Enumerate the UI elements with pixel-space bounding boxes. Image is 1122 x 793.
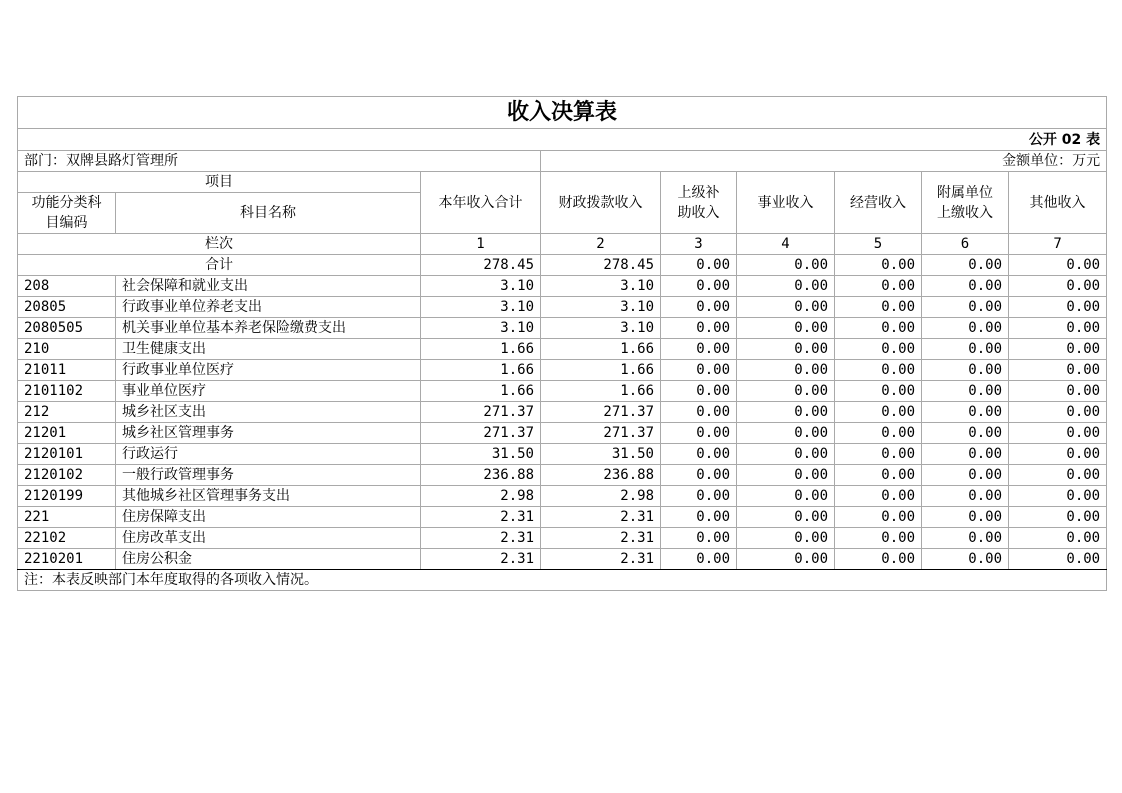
amount-cell: 0.00: [1009, 444, 1107, 465]
amount-cell: 0.00: [661, 360, 737, 381]
amount-cell: 31.50: [421, 444, 541, 465]
amount-cell: 2.98: [421, 486, 541, 507]
amount-cell: 0.00: [922, 297, 1009, 318]
header-fiscal: 财政拨款收入: [541, 172, 661, 234]
total-label: 合计: [18, 255, 421, 276]
amount-cell: 0.00: [737, 507, 835, 528]
table-row: [18, 276, 1107, 297]
amount-cell: 0.00: [737, 276, 835, 297]
table-row: [18, 402, 1107, 423]
amount-cell: 2.31: [421, 507, 541, 528]
amount-cell: 0.00: [737, 528, 835, 549]
column-index-6: 6: [922, 234, 1009, 255]
amount-cell: 0.00: [835, 318, 922, 339]
subject-code: 212: [18, 402, 116, 423]
table-row: [18, 297, 1107, 318]
amount-cell: 0.00: [1009, 486, 1107, 507]
subject-name: 其他城乡社区管理事务支出: [116, 486, 421, 507]
amount-cell: 0.00: [737, 402, 835, 423]
table-number: 公开 02 表: [18, 129, 1107, 151]
subject-name: 城乡社区管理事务: [116, 423, 421, 444]
amount-cell: 2.31: [421, 528, 541, 549]
subject-name: 一般行政管理事务: [116, 465, 421, 486]
total-cell: 0.00: [661, 255, 737, 276]
subject-name: 卫生健康支出: [116, 339, 421, 360]
amount-cell: 0.00: [661, 549, 737, 570]
column-index-label: 栏次: [18, 234, 421, 255]
table-row: [18, 549, 1107, 570]
table-row: [18, 360, 1107, 381]
amount-cell: 0.00: [835, 360, 922, 381]
subject-code: 2210201: [18, 549, 116, 570]
amount-cell: 0.00: [1009, 381, 1107, 402]
table-row: [18, 507, 1107, 528]
amount-cell: 2.98: [541, 486, 661, 507]
amount-cell: 0.00: [835, 339, 922, 360]
header-business: 事业收入: [737, 172, 835, 234]
amount-cell: 3.10: [421, 276, 541, 297]
amount-cell: 1.66: [541, 339, 661, 360]
amount-cell: 1.66: [421, 360, 541, 381]
amount-cell: 3.10: [541, 297, 661, 318]
amount-cell: 236.88: [541, 465, 661, 486]
amount-cell: 0.00: [737, 318, 835, 339]
amount-cell: 2.31: [541, 507, 661, 528]
amount-cell: 0.00: [1009, 318, 1107, 339]
subject-name: 行政运行: [116, 444, 421, 465]
amount-cell: 3.10: [541, 276, 661, 297]
amount-cell: 0.00: [922, 360, 1009, 381]
amount-cell: 0.00: [922, 339, 1009, 360]
header-subject-name: 科目名称: [116, 193, 421, 234]
amount-cell: 0.00: [835, 423, 922, 444]
table-note: 注：本表反映部门本年度取得的各项收入情况。: [18, 570, 1107, 591]
amount-cell: 0.00: [835, 486, 922, 507]
amount-cell: 0.00: [1009, 528, 1107, 549]
header-operating: 经营收入: [835, 172, 922, 234]
amount-cell: 271.37: [541, 423, 661, 444]
amount-cell: 0.00: [737, 444, 835, 465]
amount-cell: 271.37: [541, 402, 661, 423]
amount-cell: 0.00: [835, 402, 922, 423]
amount-cell: 0.00: [661, 465, 737, 486]
amount-cell: 0.00: [1009, 276, 1107, 297]
header-upper-subsidy: 上级补助收入: [661, 172, 737, 234]
subject-name: 机关事业单位基本养老保险缴费支出: [116, 318, 421, 339]
subject-name: 住房公积金: [116, 549, 421, 570]
subject-code: 2120199: [18, 486, 116, 507]
amount-cell: 0.00: [737, 339, 835, 360]
amount-cell: 0.00: [922, 423, 1009, 444]
amount-cell: 0.00: [1009, 402, 1107, 423]
table-row: [18, 444, 1107, 465]
amount-cell: 0.00: [922, 507, 1009, 528]
column-index-2: 2: [541, 234, 661, 255]
amount-cell: 0.00: [835, 549, 922, 570]
amount-cell: 0.00: [661, 318, 737, 339]
department-label: 部门：双牌县路灯管理所: [18, 151, 541, 172]
income-settlement-sheet: [17, 96, 1106, 591]
page-title: 收入决算表: [18, 97, 1107, 129]
subject-name: 住房改革支出: [116, 528, 421, 549]
amount-cell: 0.00: [737, 360, 835, 381]
subject-code: 2120101: [18, 444, 116, 465]
amount-cell: 1.66: [421, 381, 541, 402]
header-other: 其他收入: [1009, 172, 1107, 234]
amount-cell: 0.00: [737, 381, 835, 402]
amount-cell: 0.00: [1009, 465, 1107, 486]
subject-code: 210: [18, 339, 116, 360]
subject-code: 221: [18, 507, 116, 528]
amount-cell: 0.00: [661, 528, 737, 549]
amount-cell: 0.00: [661, 444, 737, 465]
amount-cell: 0.00: [1009, 360, 1107, 381]
amount-cell: 0.00: [922, 486, 1009, 507]
amount-cell: 0.00: [922, 381, 1009, 402]
amount-cell: 0.00: [1009, 549, 1107, 570]
amount-cell: 0.00: [922, 276, 1009, 297]
amount-cell: 0.00: [1009, 507, 1107, 528]
amount-cell: 1.66: [541, 360, 661, 381]
amount-cell: 2.31: [421, 549, 541, 570]
amount-cell: 0.00: [922, 465, 1009, 486]
table-row: [18, 339, 1107, 360]
column-index-4: 4: [737, 234, 835, 255]
total-cell: 0.00: [737, 255, 835, 276]
amount-cell: 0.00: [922, 528, 1009, 549]
table-row: [18, 318, 1107, 339]
column-index-5: 5: [835, 234, 922, 255]
amount-cell: 0.00: [835, 528, 922, 549]
income-table: [17, 96, 1107, 591]
subject-code: 21201: [18, 423, 116, 444]
amount-cell: 0.00: [922, 318, 1009, 339]
amount-cell: 0.00: [835, 276, 922, 297]
amount-cell: 0.00: [661, 276, 737, 297]
amount-cell: 0.00: [737, 297, 835, 318]
subject-name: 事业单位医疗: [116, 381, 421, 402]
total-cell: 0.00: [922, 255, 1009, 276]
amount-cell: 0.00: [661, 486, 737, 507]
unit-label: 金额单位：万元: [541, 151, 1107, 172]
amount-cell: 0.00: [661, 402, 737, 423]
subject-code: 21011: [18, 360, 116, 381]
header-project: 项目: [18, 172, 421, 193]
amount-cell: 0.00: [835, 444, 922, 465]
amount-cell: 0.00: [737, 549, 835, 570]
table-row: [18, 381, 1107, 402]
amount-cell: 0.00: [835, 297, 922, 318]
amount-cell: 0.00: [1009, 339, 1107, 360]
amount-cell: 0.00: [661, 423, 737, 444]
subject-name: 城乡社区支出: [116, 402, 421, 423]
subject-name: 行政事业单位医疗: [116, 360, 421, 381]
subject-name: 社会保障和就业支出: [116, 276, 421, 297]
amount-cell: 0.00: [835, 507, 922, 528]
total-cell: 0.00: [1009, 255, 1107, 276]
header-affiliated: 附属单位上缴收入: [922, 172, 1009, 234]
amount-cell: 0.00: [922, 402, 1009, 423]
amount-cell: 1.66: [421, 339, 541, 360]
amount-cell: 0.00: [922, 549, 1009, 570]
amount-cell: 0.00: [835, 381, 922, 402]
amount-cell: 0.00: [835, 465, 922, 486]
amount-cell: 0.00: [922, 444, 1009, 465]
amount-cell: 0.00: [661, 507, 737, 528]
amount-cell: 2.31: [541, 528, 661, 549]
amount-cell: 271.37: [421, 423, 541, 444]
amount-cell: 0.00: [1009, 297, 1107, 318]
subject-code: 208: [18, 276, 116, 297]
header-func-code: 功能分类科目编码: [18, 193, 116, 234]
amount-cell: 0.00: [661, 339, 737, 360]
total-cell: 278.45: [541, 255, 661, 276]
subject-name: 住房保障支出: [116, 507, 421, 528]
subject-code: 2080505: [18, 318, 116, 339]
amount-cell: 0.00: [661, 381, 737, 402]
amount-cell: 3.10: [541, 318, 661, 339]
subject-code: 2120102: [18, 465, 116, 486]
total-cell: 278.45: [421, 255, 541, 276]
amount-cell: 3.10: [421, 318, 541, 339]
subject-name: 行政事业单位养老支出: [116, 297, 421, 318]
amount-cell: 0.00: [661, 297, 737, 318]
subject-code: 22102: [18, 528, 116, 549]
amount-cell: 2.31: [541, 549, 661, 570]
amount-cell: 236.88: [421, 465, 541, 486]
amount-cell: 3.10: [421, 297, 541, 318]
table-row: [18, 486, 1107, 507]
table-row: [18, 465, 1107, 486]
subject-code: 2101102: [18, 381, 116, 402]
amount-cell: 0.00: [737, 486, 835, 507]
header-total-income: 本年收入合计: [421, 172, 541, 234]
subject-code: 20805: [18, 297, 116, 318]
total-cell: 0.00: [835, 255, 922, 276]
amount-cell: 31.50: [541, 444, 661, 465]
amount-cell: 1.66: [541, 381, 661, 402]
amount-cell: 0.00: [737, 465, 835, 486]
table-row: [18, 528, 1107, 549]
column-index-7: 7: [1009, 234, 1107, 255]
amount-cell: 271.37: [421, 402, 541, 423]
column-index-3: 3: [661, 234, 737, 255]
amount-cell: 0.00: [737, 423, 835, 444]
table-row: [18, 423, 1107, 444]
column-index-1: 1: [421, 234, 541, 255]
amount-cell: 0.00: [1009, 423, 1107, 444]
